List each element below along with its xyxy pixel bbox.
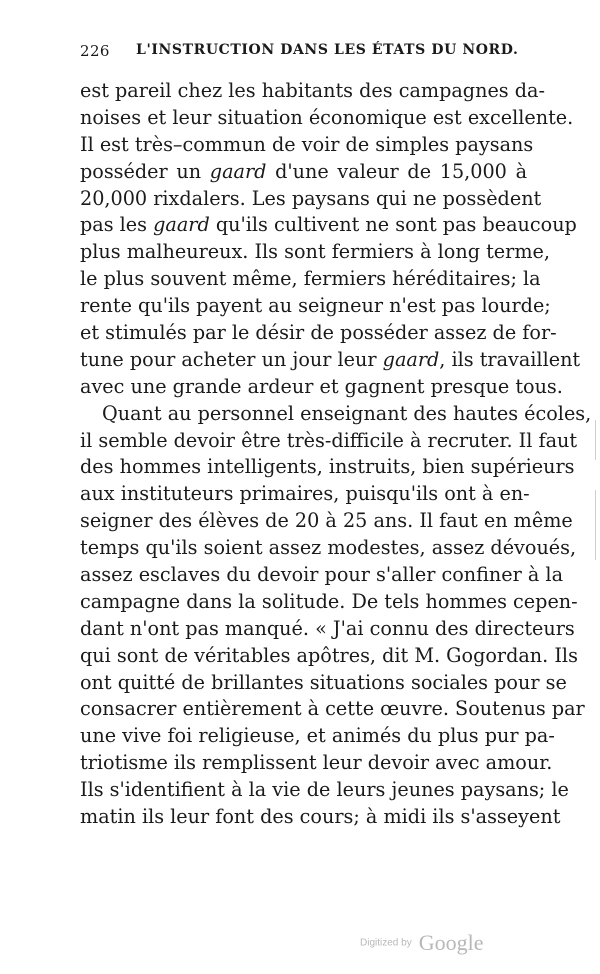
- text-line: [80, 589, 578, 616]
- text-line: [80, 454, 575, 481]
- text-line: [80, 670, 567, 697]
- text-run: et stimulés par le désir de posséder assez de for-: [80, 321, 557, 345]
- text-run: seigner des élèves de 20 à 25 ans. Il faut en même: [80, 509, 573, 533]
- text-run: posséder un: [80, 159, 210, 183]
- text-run: est pareil chez les habitants des campagnes da-: [80, 79, 545, 102]
- text-run: pas les: [80, 213, 154, 237]
- text-line: [80, 186, 542, 213]
- text-line: [80, 750, 553, 777]
- running-title: L'INSTRUCTION DANS LES ÉTATS DU NORD.: [136, 42, 519, 58]
- text-line: [80, 777, 569, 804]
- text-run: plus malheureux. Ils sont fermiers à long terme,: [80, 240, 550, 264]
- text-run: tune pour acheter un jour leur: [80, 347, 383, 371]
- digitization-watermark: [360, 930, 484, 956]
- text-line: [80, 481, 530, 508]
- paragraph: [80, 78, 581, 401]
- italic-term: gaard: [382, 347, 440, 371]
- text-run: campagne dans la solitude. De tels hommes cepen-: [80, 589, 578, 613]
- text-run: d'une valeur de 15,000 à: [266, 159, 528, 183]
- text-line: [80, 643, 578, 670]
- page-edge-mark: [595, 490, 596, 560]
- text-run: des hommes intelligents, instruits, bien supérieurs: [80, 455, 575, 479]
- text-line: [80, 266, 541, 293]
- running-header: [80, 42, 525, 66]
- text-run: Quant au personnel enseignant des hautes écoles,: [102, 401, 592, 425]
- text-run: le plus souvent même, fermiers héréditaires; la: [80, 267, 541, 291]
- text-line: [80, 401, 592, 428]
- text-run: ont quitté de brillantes situations sociales pour se: [80, 670, 567, 694]
- text-run: dant n'ont pas manqué. « J'ai connu des directeurs: [80, 616, 575, 640]
- text-run: Il est très–commun de voir de simples paysans: [80, 132, 534, 156]
- text-line: [80, 374, 563, 401]
- text-run: assez esclaves du devoir pour s'aller confiner à la: [80, 563, 564, 587]
- text-line: [80, 320, 557, 347]
- text-run: , ils travaillent: [439, 347, 581, 371]
- text-line: [80, 132, 534, 159]
- text-line: [80, 159, 527, 186]
- text-run: qu'ils cultivent ne sont pas beaucoup: [209, 213, 577, 237]
- text-line: [80, 535, 577, 562]
- text-line: [80, 428, 578, 455]
- text-run: temps qu'ils soient assez modestes, assez dévoués,: [80, 536, 577, 560]
- text-run: une vive foi religieuse, et animés du plus pur pa-: [80, 724, 555, 748]
- text-line: [80, 723, 555, 750]
- text-line: [80, 293, 551, 320]
- text-line: [80, 347, 581, 374]
- page-number: 226: [80, 42, 110, 60]
- text-line: [80, 212, 577, 239]
- body-text: [80, 78, 592, 831]
- text-run: matin ils leur font des cours; à midi ils s'asseyent: [80, 805, 561, 829]
- text-line: [80, 696, 585, 723]
- text-run: consacrer entièrement à cette œuvre. Soutenus par: [80, 697, 585, 721]
- text-run: noises et leur situation économique est excellente.: [80, 105, 574, 129]
- text-line: [80, 508, 573, 535]
- text-run: aux instituteurs primaires, puisqu'ils ont à en-: [80, 482, 530, 506]
- text-run: Ils s'identifient à la vie de leurs jeunes paysans; le: [80, 778, 569, 802]
- watermark-digitized-by: Digitized by: [360, 937, 412, 949]
- text-line: [80, 616, 575, 643]
- text-run: il semble devoir être très-difficile à recruter. Il faut: [80, 428, 578, 452]
- text-run: triotisme ils remplissent leur devoir avec amour.: [80, 751, 553, 775]
- italic-term: gaard: [209, 159, 267, 183]
- text-line: [80, 562, 564, 589]
- text-run: 20,000 rixdalers. Les paysans qui ne possèdent: [80, 186, 542, 210]
- page-edge-mark: [595, 420, 596, 460]
- paragraph: [80, 401, 592, 831]
- text-line: [80, 105, 574, 132]
- text-line: [80, 78, 545, 105]
- text-run: avec une grande ardeur et gagnent presque tous.: [80, 374, 563, 398]
- watermark-google-logo: Google: [418, 930, 484, 955]
- text-line: [80, 239, 550, 266]
- italic-term: gaard: [153, 213, 210, 237]
- text-run: rente qu'ils payent au seigneur n'est pas lourde;: [80, 294, 551, 318]
- text-run: qui sont de véritables apôtres, dit M. Gogordan. Ils: [80, 643, 578, 667]
- text-line: [80, 804, 561, 831]
